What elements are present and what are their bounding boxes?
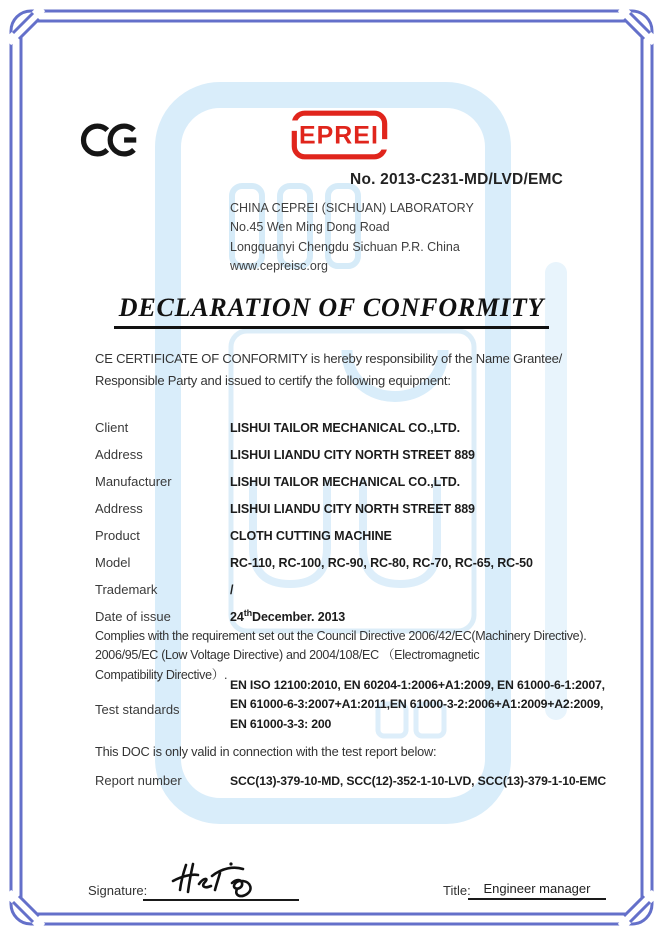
intro-paragraph bbox=[95, 348, 562, 391]
field-label: Address bbox=[95, 447, 143, 462]
field-value: LISHUI TAILOR MECHANICAL CO.,LTD. bbox=[230, 474, 461, 489]
laboratory-street: No.45 Wen Ming Dong Road bbox=[230, 220, 390, 235]
field-label: Date of issue bbox=[95, 609, 171, 624]
field-label: Model bbox=[95, 555, 131, 570]
job-title-value: Engineer manager bbox=[468, 881, 606, 900]
field-value: CLOTH CUTTING MACHINE bbox=[230, 528, 392, 543]
field-value: RC-110, RC-100, RC-90, RC-80, RC-70, RC-65, RC-50 bbox=[230, 555, 533, 570]
field-value: 24thDecember. 2013 bbox=[230, 608, 346, 625]
laboratory-website: www.cepreisc.org bbox=[230, 258, 328, 273]
laboratory-address-block bbox=[230, 199, 474, 276]
field-row-model bbox=[95, 549, 533, 576]
test-standards-values bbox=[230, 676, 605, 734]
field-label: Manufacturer bbox=[95, 474, 172, 489]
certificate-number: No. 2013-C231-MD/LVD/EMC bbox=[350, 171, 563, 188]
field-value: LISHUI LIANDU CITY NORTH STREET 889 bbox=[230, 447, 475, 462]
page-title: DECLARATION OF CONFORMITY bbox=[114, 293, 550, 329]
test-standards-line-2: EN 61000-6-3:2007+A1:2011,EN 61000-3-2:2006+A1:2009+A2:2009, bbox=[230, 697, 604, 712]
laboratory-name: CHINA CEPREI (SICHUAN) LABORATORY bbox=[230, 201, 474, 215]
field-label: Address bbox=[95, 501, 143, 516]
doc-validity-note: This DOC is only valid in connection with the test report below: bbox=[95, 744, 437, 759]
intro-line-1: CE CERTIFICATE OF CONFORMITY is hereby responsibility of the Name Grantee/ bbox=[95, 351, 563, 366]
eprei-logo bbox=[290, 108, 390, 162]
test-standards-line-1: EN ISO 12100:2010, EN 60204-1:2006+A1:2009, EN 61000-6-1:2007, bbox=[230, 678, 605, 692]
field-label: Product bbox=[95, 528, 140, 543]
field-row-date-of-issue bbox=[95, 603, 533, 630]
field-row-address-2 bbox=[95, 495, 533, 522]
report-number-label: Report number bbox=[95, 773, 182, 788]
title-row bbox=[0, 293, 663, 329]
eprei-logo-text: EPREI bbox=[298, 121, 379, 150]
field-value: / bbox=[230, 582, 234, 597]
test-standards-label: Test standards bbox=[95, 702, 180, 717]
signature-label: Signature: bbox=[88, 883, 148, 898]
compliance-line-2: 2006/95/EC (Low Voltage Directive) and 2004/108/EC （Electromagnetic bbox=[95, 648, 480, 663]
handwritten-signature bbox=[168, 855, 268, 903]
compliance-line-3: Compatibility Directive）. bbox=[95, 667, 228, 682]
job-title-label: Title: bbox=[443, 883, 471, 898]
field-row-client bbox=[95, 414, 533, 441]
equipment-fields bbox=[95, 414, 533, 630]
field-label: Trademark bbox=[95, 582, 158, 597]
field-row-address-1 bbox=[95, 441, 533, 468]
field-label: Client bbox=[95, 420, 129, 435]
field-value: LISHUI LIANDU CITY NORTH STREET 889 bbox=[230, 501, 475, 516]
ce-mark-icon bbox=[80, 110, 138, 170]
field-row-manufacturer bbox=[95, 468, 533, 495]
field-value: LISHUI TAILOR MECHANICAL CO.,LTD. bbox=[230, 420, 461, 435]
report-number-value: SCC(13)-379-10-MD, SCC(12)-352-1-10-LVD, SCC(13)-379-1-10-EMC bbox=[230, 774, 606, 788]
intro-line-2: Responsible Party and issued to certify the following equipment: bbox=[95, 372, 451, 388]
field-row-trademark bbox=[95, 576, 533, 603]
laboratory-city: Longquanyi Chengdu Sichuan P.R. China bbox=[230, 239, 460, 254]
compliance-line-1: Complies with the requirement set out the Council Directive 2006/42/EC(Machinery Directive). bbox=[95, 629, 587, 643]
test-standards-line-3: EN 61000-3-3: 200 bbox=[230, 716, 332, 731]
field-row-product bbox=[95, 522, 533, 549]
